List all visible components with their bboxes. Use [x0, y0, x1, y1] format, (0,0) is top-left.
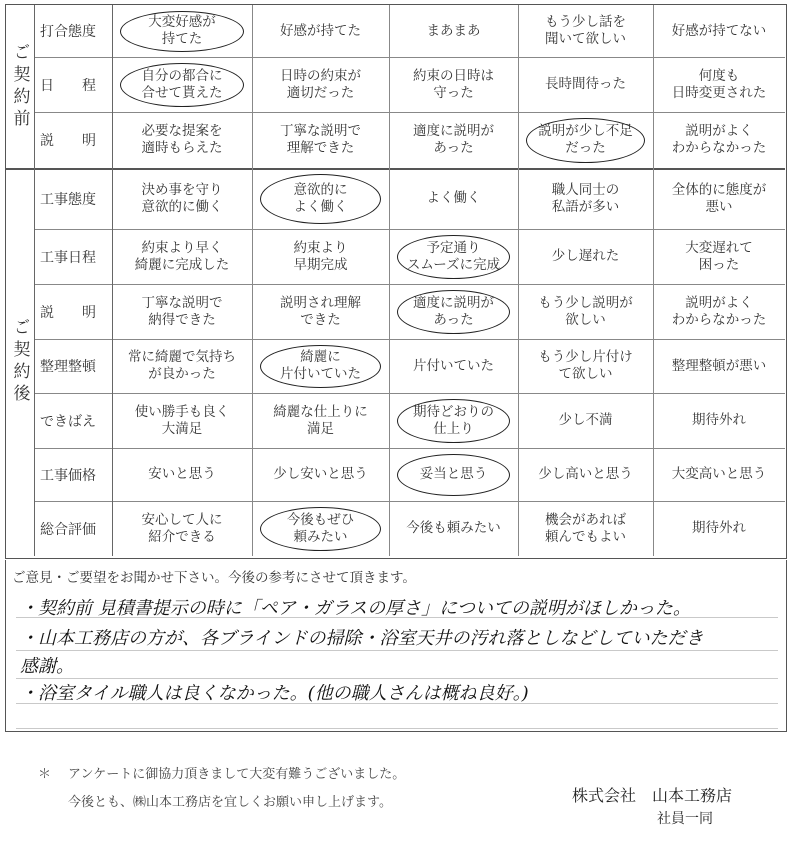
ruled-line: [16, 650, 778, 651]
rating-option[interactable]: よく働く: [426, 190, 481, 206]
handwritten-comment: ・浴室タイル職人は良くなかった。(他の職人さんは概ね良好。): [20, 683, 529, 704]
row-label: 工事価格: [40, 467, 96, 484]
rating-option[interactable]: 意欲的に よく働く: [293, 181, 348, 215]
rating-option[interactable]: 片付いていた: [413, 357, 494, 374]
footnote-asterisk: ＊: [38, 767, 52, 782]
rating-option[interactable]: 今後もぜひ 頼みたい: [286, 511, 355, 545]
section-label-after-contract: ご契約後: [9, 318, 30, 406]
staff-label: 社員一同: [657, 811, 713, 827]
rating-option[interactable]: もう少し説明が 欲しい: [538, 294, 633, 328]
comments-box: [5, 560, 787, 732]
rating-option[interactable]: 何度も 日時変更された: [671, 67, 767, 101]
rating-option[interactable]: 説明がよく わからなかった: [671, 123, 767, 156]
rating-option[interactable]: 丁寧な説明で 理解できた: [280, 123, 361, 156]
rating-option[interactable]: 適度に説明が あった: [413, 294, 494, 328]
rating-option[interactable]: 説明がよく わからなかった: [671, 294, 767, 328]
rating-option[interactable]: 予定通り スムーズに完成: [406, 239, 501, 273]
row-label: できばえ: [40, 413, 96, 430]
rating-option[interactable]: 少し不満: [558, 412, 613, 428]
rating-option[interactable]: 大変高いと思う: [671, 466, 767, 482]
rating-option[interactable]: 少し安いと思う: [273, 466, 368, 482]
rating-option[interactable]: 必要な提案を 適時もらえた: [141, 123, 223, 156]
rating-option[interactable]: 少し高いと思う: [538, 466, 633, 482]
rating-option[interactable]: 安いと思う: [148, 466, 216, 482]
rating-option[interactable]: 適度に説明が あった: [413, 123, 494, 156]
rating-option[interactable]: 期待どおりの 仕上り: [413, 403, 494, 437]
rating-option[interactable]: 職人同士の 私語が多い: [551, 181, 620, 215]
rating-option[interactable]: 全体的に態度が 悪い: [671, 181, 767, 215]
row-label: 工事日程: [40, 249, 96, 266]
rating-option[interactable]: 期待外れ: [692, 520, 746, 536]
handwritten-comment: 感謝。: [20, 656, 74, 677]
rating-option[interactable]: 妥当と思う: [419, 466, 488, 482]
row-label: 工事態度: [40, 191, 96, 208]
rating-option[interactable]: 約束より 早期完成: [293, 239, 348, 273]
handwritten-comment: ・山本工務店の方が、各ブラインドの掃除・浴室天井の汚れ落としなどしていただき: [20, 628, 704, 649]
rating-option[interactable]: 安心して人に 紹介できる: [141, 511, 223, 545]
rating-option[interactable]: 丁寧な説明で 納得できた: [141, 294, 223, 328]
row-label: 打合態度: [40, 24, 96, 40]
rating-option[interactable]: 日時の約束が 適切だった: [280, 67, 361, 101]
footnote-request: 今後とも、㈱山本工務店を宜しくお願い申し上げます。: [68, 795, 392, 810]
comments-heading: ご意見・ご要望をお聞かせ下さい。今後の参考にさせて頂きます。: [12, 570, 416, 586]
row-label: 説 明: [40, 304, 96, 321]
row-label: 整理整頓: [40, 359, 96, 375]
rating-option[interactable]: 使い勝手も良く 大満足: [134, 403, 230, 437]
row-label: 説 明: [40, 133, 96, 149]
rating-option[interactable]: もう少し話を 聞いて欲しい: [545, 14, 626, 47]
rating-option[interactable]: 好感が持てない: [671, 22, 767, 39]
survey-table: [5, 4, 787, 559]
rating-option[interactable]: 大変好感が 持てた: [148, 14, 216, 47]
rating-option[interactable]: 約束より早く 綺麗に完成した: [134, 239, 230, 273]
rating-option[interactable]: 少し遅れた: [551, 248, 620, 264]
rating-option[interactable]: もう少し片付け て欲しい: [538, 349, 633, 382]
rating-option[interactable]: 決め事を守り 意欲的に働く: [141, 181, 223, 215]
rating-option[interactable]: 常に綺麗で気持ち が良かった: [128, 349, 236, 382]
footnote-thanks: アンケートに御協力頂きまして大変有難うございました。: [68, 767, 406, 782]
row-label: 総合評価: [40, 521, 96, 538]
rating-option[interactable]: 整理整頓が悪い: [671, 357, 767, 374]
handwritten-comment: ・契約前 見積書提示の時に「ペア・ガラスの厚さ」についての説明がほしかった。: [20, 598, 691, 619]
rating-option[interactable]: 大変遅れて 困った: [685, 239, 753, 273]
column-divider: [34, 5, 35, 556]
rating-option[interactable]: 機会があれば 頼んでもよい: [545, 511, 626, 545]
section-label-before-contract: ご契約前: [9, 42, 30, 131]
rating-option[interactable]: 説明が少し不足 だった: [538, 123, 633, 156]
rating-option[interactable]: 説明され理解 できた: [280, 294, 361, 328]
rating-option[interactable]: 自分の都合に 合せて貰えた: [141, 67, 223, 101]
rating-option[interactable]: 好感が持てた: [280, 22, 361, 39]
rating-option[interactable]: 綺麗に 片付いていた: [280, 349, 361, 382]
rating-option[interactable]: 綺麗な仕上りに 満足: [273, 403, 368, 437]
rating-option[interactable]: 期待外れ: [692, 412, 746, 428]
rating-option[interactable]: 今後も頼みたい: [406, 520, 501, 536]
ruled-line: [16, 728, 778, 729]
rating-option[interactable]: 長時間待った: [545, 76, 626, 92]
rating-option[interactable]: まあまあ: [426, 22, 481, 39]
row-label: 日 程: [40, 77, 96, 94]
rating-option[interactable]: 約束の日時は 守った: [413, 67, 494, 101]
company-name: 株式会社 山本工務店: [572, 786, 733, 805]
